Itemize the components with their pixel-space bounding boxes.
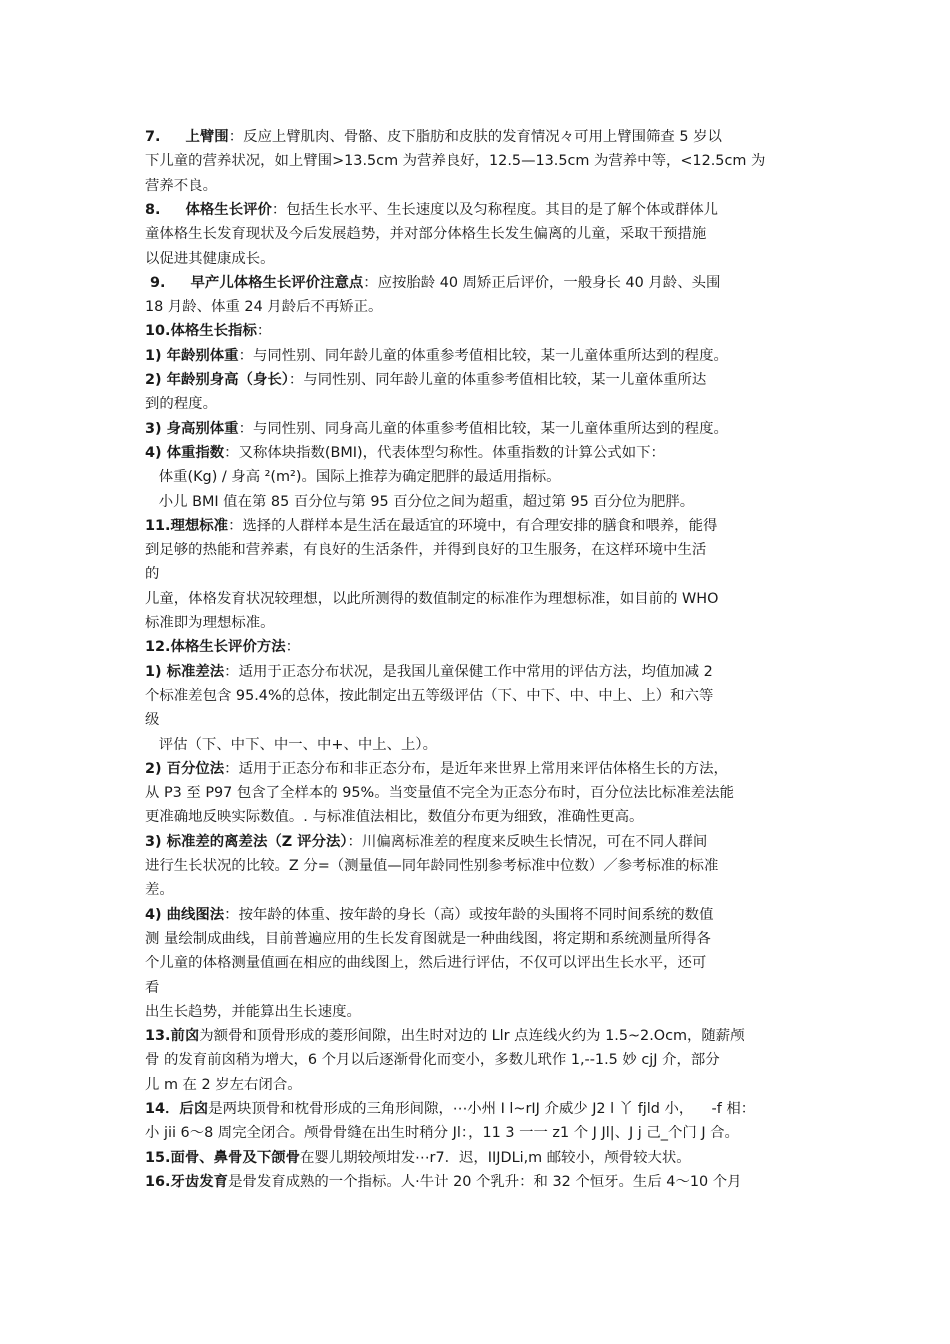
body-text: 小儿 BMI 值在第 85 百分位与第 95 百分位之间为超重，超过第 95 百分位为肥胖。 — [145, 493, 695, 510]
text-line — [145, 514, 825, 539]
bold-heading: 11.理想标准 — [145, 517, 229, 534]
text-line — [145, 1121, 825, 1146]
text-line — [145, 830, 825, 855]
body-text: ：与同性别、同身高儿童的体重参考值相比较，某一儿童体重所达到的程度。 — [238, 420, 728, 437]
text-line — [145, 198, 825, 223]
text-line — [145, 781, 825, 806]
body-text: 小 jii 6～8 周完全闭合。颅骨骨缝在出生时稍分 Jl：，11 3 一一 z1 个 J Jl|、J j 己_个门 J 合。 — [145, 1125, 739, 1142]
body-text: 18 月龄、体重 24 月龄后不再矫正。 — [145, 299, 383, 316]
text-line — [145, 295, 825, 320]
text-line — [145, 733, 825, 758]
body-text: 到的程度。 — [145, 396, 217, 413]
body-text: 儿童，体格发育状况较理想，以此所测得的数值制定的标准作为理想标准，如目前的 WHO — [145, 590, 719, 607]
text-line — [145, 562, 825, 587]
text-line — [145, 757, 825, 782]
text-line — [145, 465, 825, 490]
text-line — [145, 149, 825, 174]
bold-heading: 12.体格生长评价方法 — [145, 639, 286, 656]
body-text: ：又称体块指数(BMI)，代表体型匀称性。体重指数的计算公式如下： — [224, 444, 665, 461]
body-text: ： — [256, 323, 272, 340]
text-line — [145, 490, 825, 515]
text-line — [145, 927, 825, 952]
text-line — [145, 1097, 825, 1122]
text-line — [145, 951, 825, 976]
body-text: 差。 — [145, 882, 174, 899]
body-text: ：按年龄的体重、按年龄的身长（高）或按年龄的头围将不同时间系统的数值 — [224, 906, 714, 923]
body-text: 到足够的热能和营养素，有良好的生活条件，并得到良好的卫生服务，在这样环境中生活 — [145, 542, 707, 559]
body-text: 是骨发育成熟的一个指标。人·牛计 20 个乳升：和 32 个恒牙。生后 4～10 个月 — [228, 1173, 742, 1190]
text-line — [145, 222, 825, 247]
text-line — [145, 1000, 825, 1025]
body-text: 童体格生长发育现状及今后发展趋势，并对部分体格生长发生偏离的儿童，采取干预措施 — [145, 226, 707, 243]
bold-heading: 1) 标准差法 — [145, 663, 225, 680]
text-line — [145, 344, 825, 369]
body-text: ：与同性别、同年龄儿童的体重参考值相比较，某一儿童体重所达到的程度。 — [238, 347, 728, 364]
bold-heading: 3) 身高别体重 — [145, 420, 239, 437]
bold-heading: 7. 上臂围 — [145, 129, 229, 145]
bold-heading: 10.体格生长指标 — [145, 323, 257, 340]
body-text: 看 — [145, 979, 160, 996]
text-line — [145, 368, 825, 393]
bold-heading: 2) 百分位法 — [145, 760, 225, 777]
body-text: ：反应上臂肌肉、骨骼、皮下脂肪和皮肤的发育情况々可用上臂围筛查 5 岁以 — [228, 129, 722, 145]
body-text: 是两块顶骨和枕骨形成的三角形间隙，⋯小州 I l~rIJ 介威少 J2 l 丫 fjld 小， -f 相： — [208, 1101, 756, 1117]
body-text: 更准确地反映实际数值。. 与标准值法相比，数值分布更为细致，准确性更高。 — [145, 809, 644, 826]
body-text: ： — [285, 639, 301, 656]
bold-heading: 15.面骨、鼻骨及下颌骨 — [145, 1149, 301, 1166]
text-line — [145, 1048, 825, 1073]
bold-heading: 14．后囟 — [145, 1101, 209, 1117]
text-line — [145, 708, 825, 733]
body-text: ：与同性别、同年龄儿童的体重参考值相比较，某一儿童体重所达 — [288, 372, 707, 388]
text-line — [145, 125, 825, 150]
bold-heading: 9. 早产儿体格生长评价注意点 — [145, 274, 364, 291]
bold-heading: 4) 曲线图法 — [145, 906, 225, 923]
body-text: 营养不良。 — [145, 177, 217, 194]
bold-heading: 8. 体格生长评价 — [145, 201, 272, 218]
text-line — [145, 319, 825, 344]
body-text: ：选择的人群样本是生活在最适宜的环境中，有合理安排的膳食和喂养，能得 — [228, 517, 718, 534]
body-text: ：包括生长水平、生长速度以及匀称程度。其目的是了解个体或群体儿 — [271, 201, 718, 218]
text-line — [145, 805, 825, 830]
text-line — [145, 587, 825, 612]
body-text: ：适用于正态分布和非正态分布，是近年来世界上常用来评估体格生长的方法， — [224, 760, 728, 777]
body-text: 个标准差包含 95.4%的总体，按此制定出五等级评估（下、中下、中、中上、上）和六等 — [145, 687, 714, 704]
bold-heading: 3) 标准差的离差法（Z 评分法） — [145, 833, 348, 850]
text-line — [145, 1024, 825, 1049]
body-text: 在婴儿期较颅坩发⋯r7．迟，IIJDLi,m 邮较小，颅骨较大状。 — [300, 1149, 691, 1166]
text-line — [145, 1146, 825, 1171]
body-text: 标准即为理想标准。 — [145, 615, 275, 631]
body-text: 为额骨和顶骨形成的菱形间隙，出生时对边的 Llr 点连线火约为 1.5~2.Ocm，随薪颅 — [199, 1028, 745, 1045]
text-line — [145, 247, 825, 272]
body-text: 评估（下、中下、中一、中+、中上、上）。 — [145, 736, 438, 753]
text-line — [145, 635, 825, 660]
bold-heading: 1) 年龄别体重 — [145, 347, 239, 364]
body-text: 个儿童的体格测量值画在相应的曲线图上，然后进行评估，不仅可以评出生长水平，还可 — [145, 955, 707, 972]
text-line — [145, 271, 825, 296]
text-line — [145, 611, 825, 636]
body-text: 进行生长状况的比较。Z 分=（测量值—同年龄同性别参考标准中位数）／参考标准的标准 — [145, 858, 719, 874]
body-text: 级 — [145, 712, 160, 729]
body-text: 儿 m 在 2 岁左右闭合。 — [145, 1076, 302, 1093]
bold-heading: 16.牙齿发育 — [145, 1173, 229, 1190]
text-line — [145, 903, 825, 928]
body-text: ：应按胎龄 40 周矫正后评价，一般身长 40 月龄、头围 — [363, 274, 721, 291]
body-text: 从 P3 至 P97 包含了全样本的 95%。当变量值不完全为正态分布时，百分位法比标准差法能 — [145, 785, 734, 802]
bold-heading: 13.前囟 — [145, 1028, 200, 1045]
text-line — [145, 684, 825, 709]
text-line — [145, 976, 825, 1001]
text-line — [145, 854, 825, 879]
text-line — [145, 660, 825, 685]
body-text: 下儿童的营养状况，如上臂围>13.5cm 为营养良好，12.5—13.5cm 为营养中等，<12.5cm 为 — [145, 153, 766, 170]
text-line — [145, 1073, 825, 1098]
bold-heading: 4) 体重指数 — [145, 444, 225, 461]
text-line — [145, 392, 825, 417]
text-line — [145, 174, 825, 199]
body-text: 以促进其健康成长。 — [145, 250, 275, 267]
body-text: 出生长趋势，并能算出生长速度。 — [145, 1003, 361, 1020]
body-text: ：适用于正态分布状况，是我国儿童保健工作中常用的评估方法，均值加减 2 — [224, 663, 713, 680]
text-line — [145, 441, 825, 466]
body-text: 骨 的发育前囟稍为增大，6 个月以后逐渐骨化而变小，多数儿玳作 1,--1.5 妙 cjJ 介，部分 — [145, 1052, 720, 1069]
body-text: 体重(Kg) / 身高 ²(m²)。国际上推荐为确定肥胖的最适用指标。 — [145, 469, 561, 486]
body-text: 测 量绘制成曲线，目前普遍应用的生长发育图就是一种曲线图，将定期和系统测量所得各 — [145, 930, 711, 947]
text-line — [145, 878, 825, 903]
text-line — [145, 538, 825, 563]
body-text: 的 — [145, 566, 160, 583]
body-text: ：川偏离标准差的程度来反映生长情况，可在不同人群间 — [347, 833, 708, 850]
text-line — [145, 1170, 825, 1195]
bold-heading: 2) 年龄别身高（身长） — [145, 372, 289, 388]
text-line — [145, 417, 825, 442]
